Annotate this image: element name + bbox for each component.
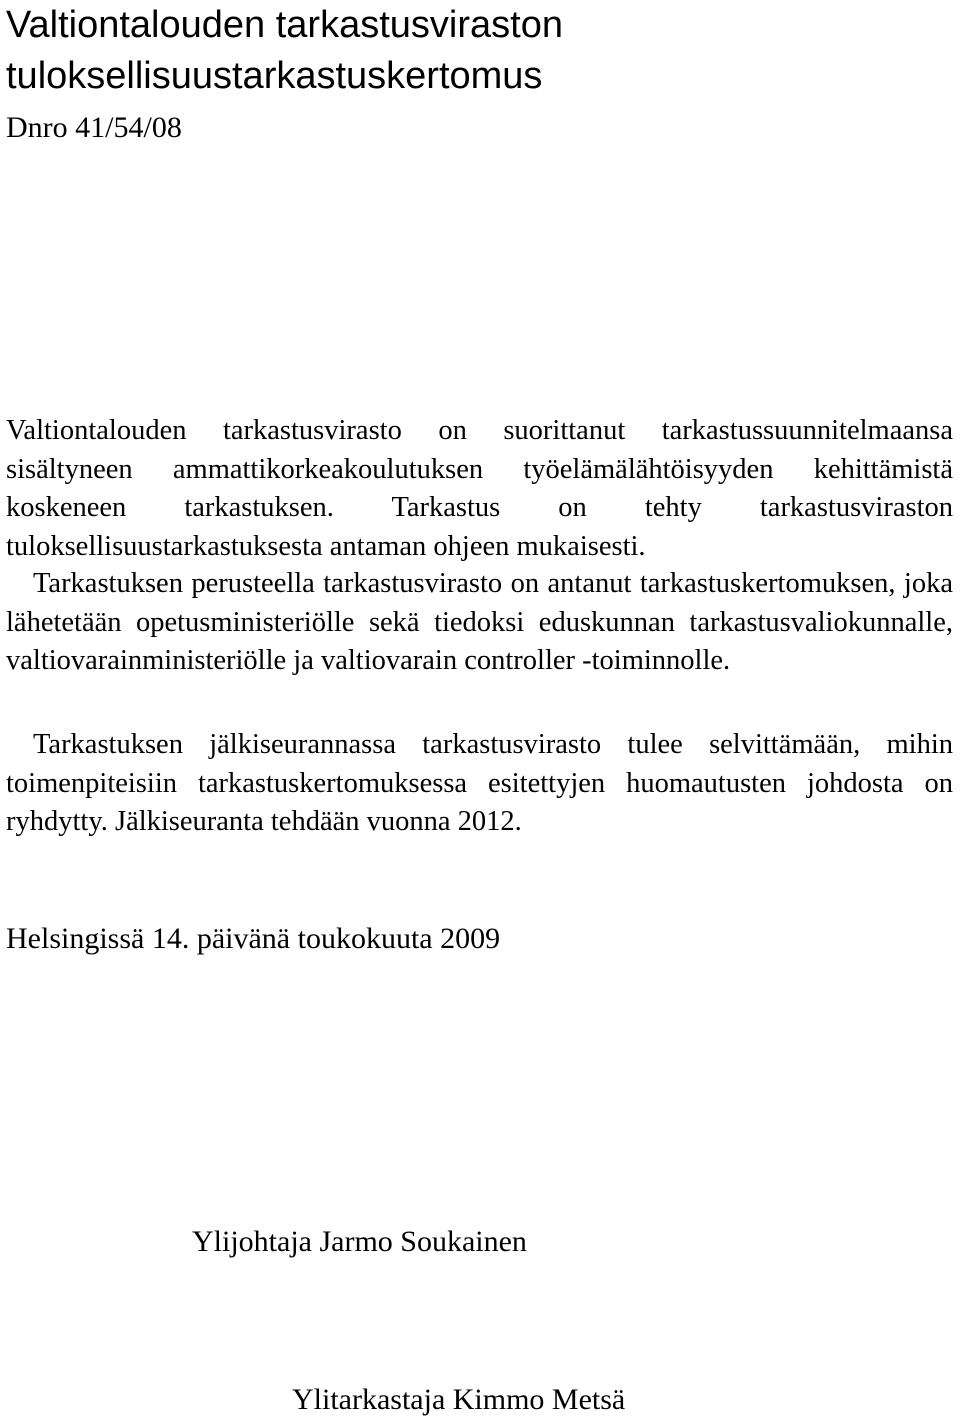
reference-number: Dnro 41/54/08 bbox=[6, 111, 182, 144]
signature-director: Ylijohtaja Jarmo Soukainen bbox=[192, 1225, 527, 1258]
paragraph-followup: Tarkastuksen jälkiseurannassa tarkastusvirasto tulee selvittämään, mihin toimenpiteisiin tarkastuskertomuksessa esitettyjen huomautusten johdosta on ryhdytty. Jälkiseuranta tehdään vuonna 2012. bbox=[6, 729, 953, 837]
paragraph-intro: Valtiontalouden tarkastusvirasto on suorittanut tarkastussuunnitelmaansa sisältyneen ammattikorkeakoulutuksen työelämälähtöisyyden kehittämistä koskeneen tarkastuksen. Tarkastus on tehty tarkastusviraston tuloksellisuustarkastuksesta antaman ohjeen mukaisesti. bbox=[6, 415, 953, 562]
place-date: Helsingissä 14. päivänä toukokuuta 2009 bbox=[6, 922, 501, 955]
document-title: Valtiontalouden tarkastusviraston tuloksellisuustarkastuskertomus bbox=[6, 4, 563, 97]
paragraph-report: Tarkastuksen perusteella tarkastusvirasto on antanut tarkastuskertomuksen, joka lähetetään opetusministeriölle sekä tiedoksi eduskunnan tarkastusvaliokunnalle, valtiovarainministeriölle ja valtiovarain controller -toiminnolle. bbox=[6, 568, 953, 676]
signature-auditor: Ylitarkastaja Kimmo Metsä bbox=[292, 1383, 626, 1416]
